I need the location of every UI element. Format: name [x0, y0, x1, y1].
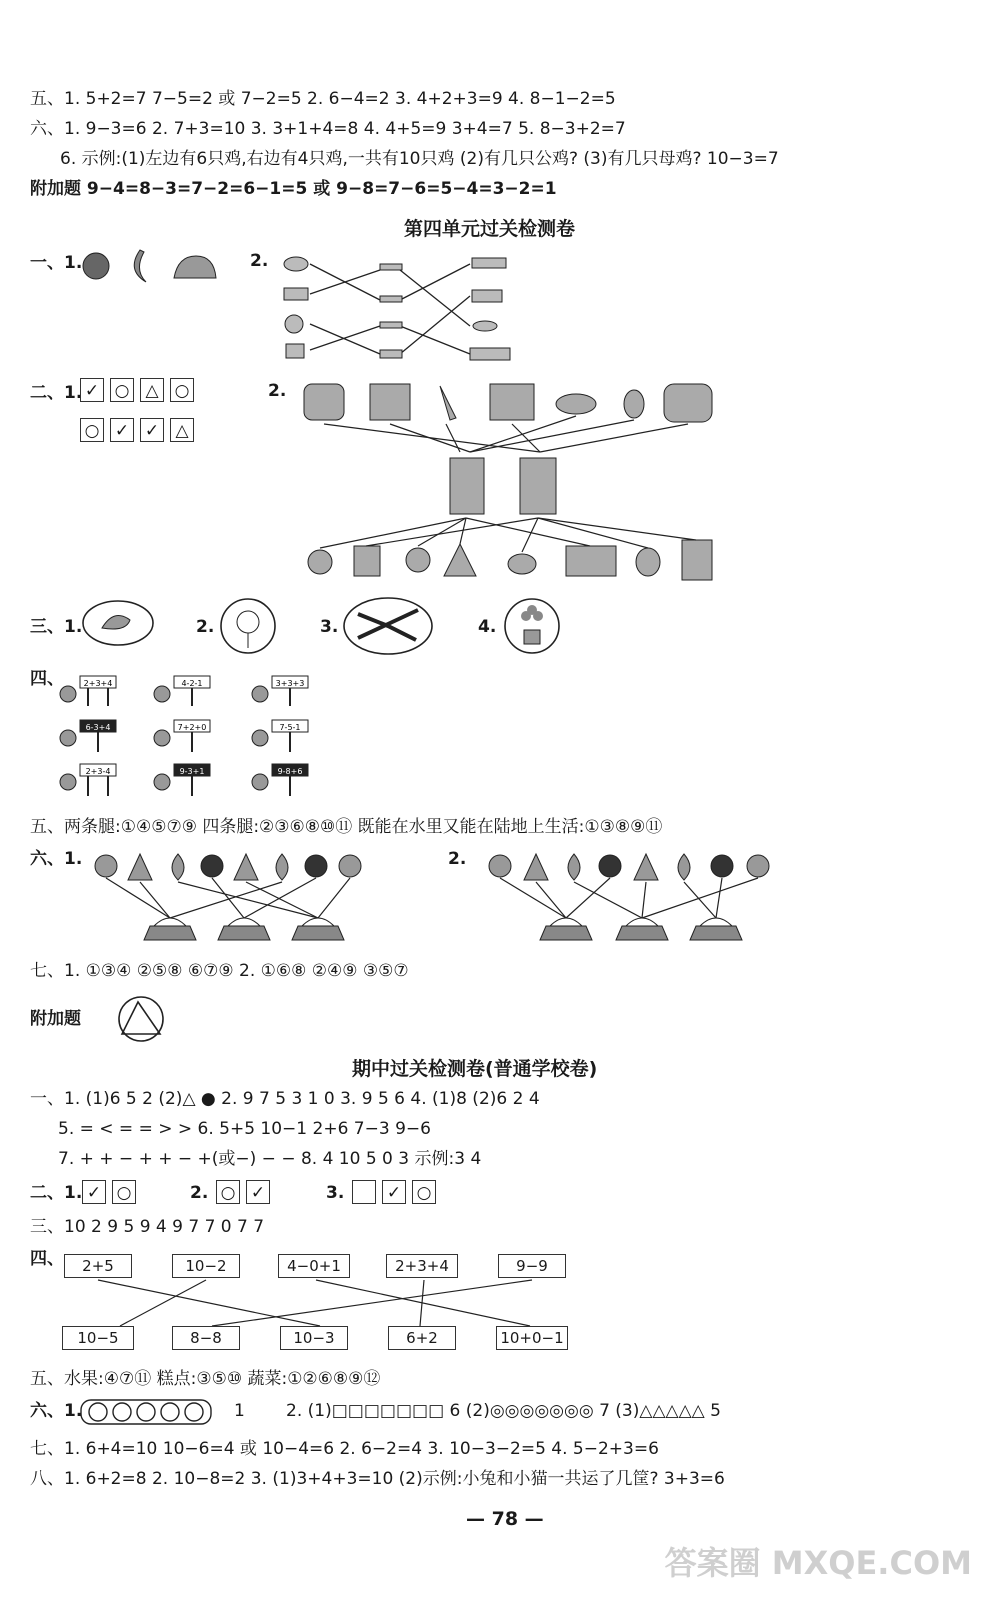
u4-q4-monkey-signs — [54, 672, 314, 804]
sign-text: 4-2-1 — [181, 679, 203, 688]
mid-q4-label: 四、 — [30, 1249, 64, 1269]
expr-bottom-5: 10+0−1 — [496, 1326, 568, 1350]
sign-text: 2+3+4 — [83, 679, 113, 688]
sign-text: 9-3+1 — [179, 767, 205, 776]
page-number: — 78 — — [466, 1508, 544, 1530]
bonus-answer: 附加题 9−4=8−3=7−2=6−1=5 或 9−8=7−6=5−4=3−2=1 — [30, 179, 557, 199]
u4-bonus-circle-triangle-icon — [114, 994, 168, 1044]
u4-q6-1-leaf-basket-matching — [94, 850, 364, 950]
answer-box: △ — [170, 418, 194, 442]
answer-box: ✓ — [82, 1180, 106, 1204]
mid-row-5: 三、10 2 9 5 9 4 9 7 7 0 7 7 — [30, 1217, 265, 1237]
u4-q3-label: 三、1. — [30, 617, 83, 637]
answer-box: ○ — [216, 1180, 240, 1204]
u4-q2-boxes-row1 — [80, 378, 200, 402]
mid-q2-label: 二、1. — [30, 1183, 83, 1203]
sign-text: 7+2+0 — [177, 723, 207, 732]
answer-box: ✓ — [382, 1180, 406, 1204]
expr-top-3: 4−0+1 — [278, 1254, 350, 1278]
u4-q1-2-label: 2. — [250, 251, 269, 271]
u4-q6-label: 六、1. — [30, 849, 83, 869]
sign-text: 7-5-1 — [279, 723, 301, 732]
u4-q1-matching-lines — [280, 250, 520, 370]
answer-box: ○ — [112, 1180, 136, 1204]
u4-q3-4-label: 4. — [478, 617, 497, 637]
u4-q3-2-label: 2. — [196, 617, 215, 637]
u4-q3-3-pliers-icon — [342, 596, 434, 656]
mid-row-9: 七、1. 6+4=10 10−6=4 或 10−4=6 2. 6−2=4 3. 10−3−2=5 4. 5−2+3=6 — [30, 1439, 659, 1459]
u4-q2-label: 二、1. — [30, 383, 83, 403]
mid-q2-1-boxes — [82, 1180, 142, 1204]
mid-q6-label: 六、1. — [30, 1401, 83, 1421]
answer-box: △ — [140, 378, 164, 402]
sign-text: 3+3+3 — [275, 679, 305, 688]
u4-q6-2-leaf-basket-matching — [486, 850, 776, 950]
answer-box: ○ — [110, 378, 134, 402]
expr-top-5: 9−9 — [498, 1254, 566, 1278]
answer-box: ○ — [170, 378, 194, 402]
mid-q2-2-label: 2. — [190, 1183, 209, 1203]
expr-bottom-4: 6+2 — [388, 1326, 456, 1350]
expr-top-1: 2+5 — [64, 1254, 132, 1278]
answer-box: ✓ — [246, 1180, 270, 1204]
answer-box: ○ — [412, 1180, 436, 1204]
mid-q2-2-boxes — [216, 1180, 276, 1204]
midterm-title: 期中过关检测卷(普通学校卷) — [352, 1058, 598, 1080]
mid-q6-1-answer: 1 — [234, 1401, 245, 1421]
u4-q6-2-label: 2. — [448, 849, 467, 869]
answer-line-6b: 6. 示例:(1)左边有6只鸡,右边有4只鸡,一共有10只鸡 (2)有几只公鸡? (3)有几只母鸡? 10−3=7 — [60, 149, 779, 169]
answer-box: ✓ — [110, 418, 134, 442]
answer-box — [352, 1180, 376, 1204]
mid-q2-3-label: 3. — [326, 1183, 345, 1203]
mid-q4-matching-lines — [60, 1278, 580, 1328]
mid-q6-1-apples-icon — [80, 1398, 214, 1426]
u4-q4-label: 四、 — [30, 669, 64, 689]
expr-top-2: 10−2 — [172, 1254, 240, 1278]
u4-q5-answer: 五、两条腿:①④⑤⑦⑨ 四条腿:②③⑥⑧⑩⑪ 既能在水里又能在陆地上生活:①③⑧⑨⑪ — [30, 817, 663, 837]
answer-box: ✓ — [80, 378, 104, 402]
expr-bottom-2: 8−8 — [172, 1326, 240, 1350]
mid-q6-2-answer: 2. (1)□□□□□□□ 6 (2)◎◎◎◎◎◎◎ 7 (3)△△△△△ 5 — [286, 1401, 721, 1421]
u4-q1-label: 一、1. — [30, 253, 83, 273]
u4-q3-4-flowerpot-icon — [502, 596, 562, 656]
answer-box: ✓ — [140, 418, 164, 442]
mid-q2-3-boxes — [352, 1180, 442, 1204]
u4-q7-answer: 七、1. ①③④ ②⑤⑧ ⑥⑦⑨ 2. ①⑥⑧ ②④⑨ ③⑤⑦ — [30, 961, 409, 981]
sign-text: 9-8+6 — [277, 767, 303, 776]
expr-bottom-1: 10−5 — [62, 1326, 134, 1350]
unit4-title: 第四单元过关检测卷 — [404, 218, 576, 240]
mid-row-10: 八、1. 6+2=8 2. 10−8=2 3. (1)3+4+3=10 (2)示例:小兔和小猫一共运了几筐? 3+3=6 — [30, 1469, 725, 1489]
u4-q3-1-bird-icon — [80, 598, 156, 648]
watermark: 答案圈 MXQE.COM — [664, 1544, 972, 1582]
u4-bonus-label: 附加题 — [30, 1009, 81, 1029]
answer-line-6: 六、1. 9−3=6 2. 7+3=10 3. 3+1+4=8 4. 4+5=9 3+4=7 5. 8−3+2=7 — [30, 119, 626, 139]
u4-q2-boxes-row2 — [80, 418, 200, 442]
expr-bottom-3: 10−3 — [280, 1326, 348, 1350]
expr-top-4: 2+3+4 — [386, 1254, 458, 1278]
sign-text: 2+3-4 — [85, 767, 111, 776]
mid-row-3: 7. + + − + + − +(或−) − − 8. 4 10 5 0 3 示例:3 4 — [58, 1149, 482, 1169]
u4-q2-2-label: 2. — [268, 381, 287, 401]
sign-text: 6-3+4 — [85, 723, 111, 732]
u4-q2-fridge-matching — [290, 380, 730, 590]
answer-box: ○ — [80, 418, 104, 442]
u4-q3-2-balloon-icon — [218, 596, 278, 656]
answer-line-5: 五、1. 5+2=7 7−5=2 或 7−2=5 2. 6−4=2 3. 4+2+3=9 4. 8−1−2=5 — [30, 89, 616, 109]
u4-q1-fruit-icons — [78, 244, 228, 288]
mid-row-7: 五、水果:④⑦⑪ 糕点:③⑤⑩ 蔬菜:①②⑥⑧⑨⑫ — [30, 1369, 381, 1389]
mid-row-2: 5. = < = = > > 6. 5+5 10−1 2+6 7−3 9−6 — [58, 1119, 431, 1139]
u4-q3-3-label: 3. — [320, 617, 339, 637]
mid-row-1: 一、1. (1)6 5 2 (2)△ ● 2. 9 7 5 3 1 0 3. 9 5 6 4. (1)8 (2)6 2 4 — [30, 1089, 540, 1109]
